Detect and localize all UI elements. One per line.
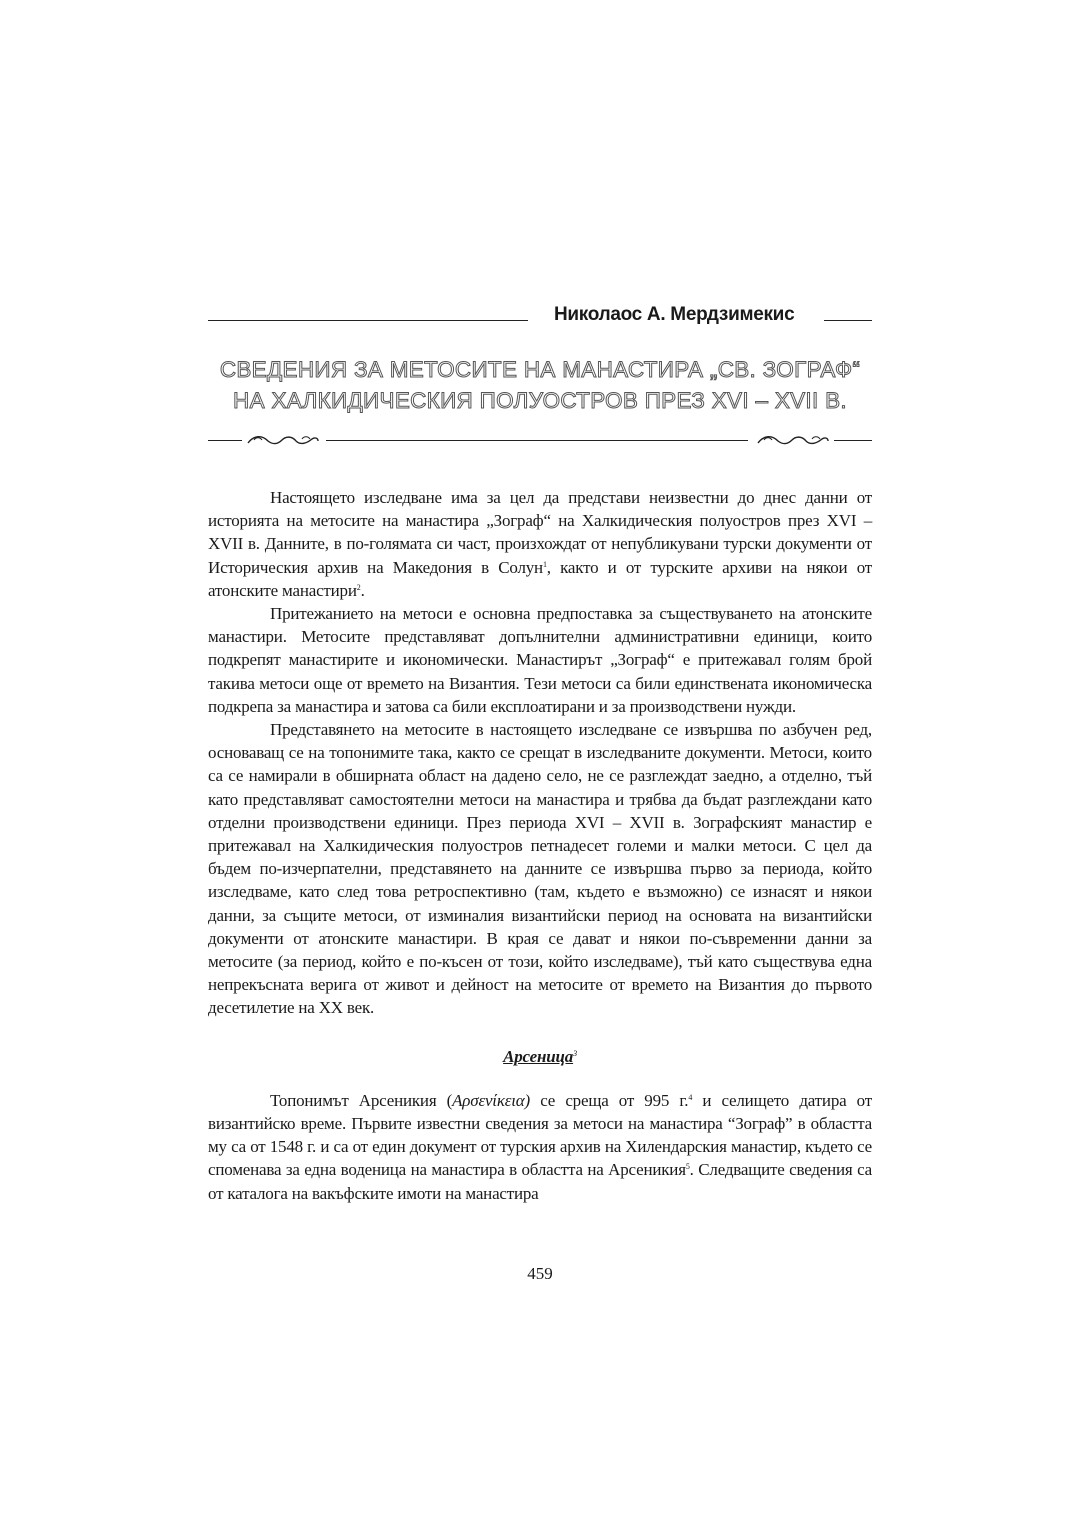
footnote-ref[interactable]: 2 (356, 582, 361, 592)
article-body (208, 486, 872, 1205)
divider-line (326, 440, 748, 441)
footnote-ref[interactable]: 4 (688, 1092, 693, 1102)
paragraph-text: и селището датира от византийско време. Първите известни сведения за метоси на манастира “Зограф” в областта му са от 1548 г. и са от един документ от турския архив на Хилендарския манастир, където се споменава за една воденица на манастира в областта на Арсеникия (208, 1090, 872, 1180)
author-rule-right (824, 320, 872, 321)
flourish-right-icon (756, 432, 830, 448)
paragraph-2: Притежанието на метоси е основна предпоставка за съществуването на атонските манастири. Метосите представляват допълнителни административни единици, които подкрепят манастирите и икономически. Манастирът „Зограф“ е притежавал голям брой такива метоси още от времето на Византия. Тези метоси са били единствената икономическа подкрепа за манастира и затова са били експлоатирани и за производствени нужди. (208, 604, 872, 716)
paragraph-text: Настоящето изследване има за цел да представи неизвестни до днес данни от историята на метосите на манастира „Зограф“ на Халкидическия полуостров през XVI – XVII в. Данните, в по-голямата си част, произхождат от непубликувани турски документи от Историческия архив на Македония в Солун (208, 488, 872, 577)
divider-line (834, 440, 872, 441)
footnote-ref[interactable]: 5 (685, 1162, 690, 1172)
footnote-ref[interactable]: 1 (542, 559, 547, 569)
author-header (208, 304, 872, 334)
paragraph-3: Представянето на метосите в настоящето изследване се извършва по азбучен ред, основаващ се на топонимите така, както се срещат в изследваните документи. Метоси, които са се намирали в обширната област на дадено село, не се разглеждат заедно, а отделно, тъй като представляват самостоятелни метоси на манастира и трябва да бъдат разглеждани като отделни производствени единици. През периода XVI – XVII в. Зографският манастир е притежавал на Халкидическия полуостров петнадесет големи и малки метоси. С цел да бъдем по-изчерпателни, представянето на данните се извършва първо за периода, който изследваме, като след това ретроспективно (там, където е възможно) се изнасят и някои данни, за същите метоси, от изминалия византийски период на основата на византийски документи от атонските манастири. В края се дават и някои по-съвременни данни за метосите (за период, който е по-късен от този, който изследваме), тъй като съществува една непрекъсната верига от живот и дейност на метосите от времето на Византия до първото десетилетие на XX век. (208, 720, 872, 1018)
paragraph-1 (208, 486, 872, 602)
page-number: 459 (527, 1264, 553, 1283)
paragraph-text: . (360, 580, 365, 600)
title-line-2: НА ХАЛКИДИЧЕСКИЯ ПОЛУОСТРОВ ПРЕЗ XVI – XVII В. (233, 388, 847, 413)
flourish-left-icon (246, 432, 320, 448)
section-title: Арсеница (503, 1046, 574, 1066)
paragraph-4 (208, 1089, 872, 1205)
divider-line (208, 440, 242, 441)
section-heading: Арсеница$^3$ (503, 1046, 577, 1066)
ornament-divider (208, 430, 872, 450)
paragraph-text: . Следващите сведения са от каталога на вакъфските имоти на манастира (208, 1160, 873, 1203)
paragraph-text: се среща от 995 г. (530, 1090, 689, 1110)
article-title (160, 354, 920, 416)
greek-term: Αρσενίκεια) (452, 1090, 530, 1110)
paragraph-text: , както и от турските архиви на някои от атонските манастири (208, 557, 872, 600)
title-line-1: СВЕДЕНИЯ ЗА МЕТОСИТЕ НА МАНАСТИРА „СВ. ЗОГРАФ“ (219, 357, 861, 382)
author-rule-left (208, 320, 528, 321)
author-name: Николаос А. Мердзимекис (554, 304, 795, 325)
paragraph-text: Топонимът Арсеникия ( (270, 1090, 453, 1110)
